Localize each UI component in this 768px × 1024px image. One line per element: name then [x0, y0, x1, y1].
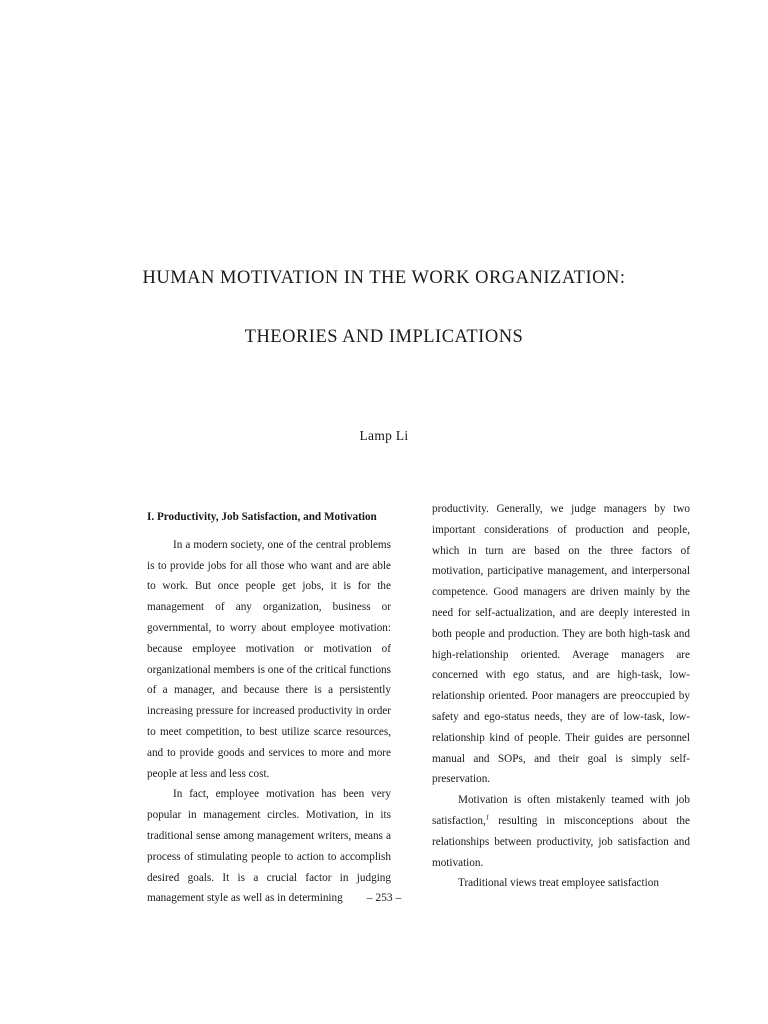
paragraph: productivity. Generally, we judge managers by two important considerations of production and people, which in turn are based on the three factors of motivation, participative management, and interpersonal competence. Good managers are driven mainly by the need for self-actualization, and are deeply interested in both people and production. They are both high-task and high-relationship oriented. Average managers are concerned with ego status, and are high-task, low-relationship oriented. Poor managers are preoccupied by safety and ego-status needs, they are of low-task, low-relationship kind of people. Their guides are personnel manual and SOPs, and their goal is simply self-preservation. [432, 503, 690, 786]
title-line-2: THEORIES AND IMPLICATIONS [244, 327, 524, 347]
author: Lamp Li [359, 428, 409, 443]
left-column [147, 507, 391, 909]
page-number: – 253 – [366, 892, 402, 904]
paragraph: In fact, employee motivation has been very popular in management circles. Motivation, in its traditional sense among management writers, means a process of stimulating people to action to accomplish desired goals. It is a crucial factor in judging management style as well as in determining [147, 788, 391, 905]
paragraph: Motivation is often mistakenly teamed with job satisfaction,$^1$ resulting in misconceptions about the relationships between productivity, job satisfaction and motivation. [432, 794, 690, 869]
footnote-marker[interactable]: 1 [485, 813, 490, 822]
title-line-1: HUMAN MOTIVATION IN THE WORK ORGANIZATION: [142, 268, 626, 288]
right-column [432, 499, 690, 894]
paragraph: Traditional views treat employee satisfaction [458, 877, 659, 890]
paragraph: In a modern society, one of the central problems is to provide jobs for all those who want and are able to work. But once people get jobs, it is for the management of any organization, business or governmental, to worry about employee motivation: because employee motivation or motivation of organizational members is one of the critical functions of a manager, and because there is a persistently increasing pressure for increased productivity in order to meet competition, to best utilize scarce resources, and to provide goods and services to more and more people at less and less cost. [147, 538, 391, 780]
section-heading: I. Productivity, Job Satisfaction, and Motivation [147, 511, 377, 523]
